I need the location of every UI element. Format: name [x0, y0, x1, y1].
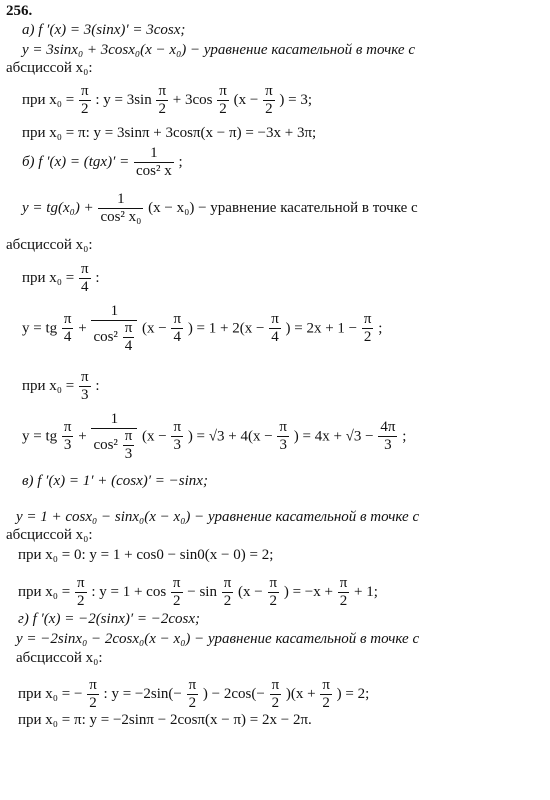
part-g-derivative: г) f ′(x) = −2(sinx)′ = −2cosx;	[18, 611, 201, 627]
fraction-pi-over-2: $\frac{\pi}{2}$	[223, 575, 232, 609]
g-case1-mid: ) − 2cos(−	[202, 686, 265, 703]
part-b-tangent-line2: абсциссой x₀:	[6, 237, 93, 253]
b-case1-semi: ;	[378, 320, 383, 337]
fraction-pi-over-2: $\frac{\pi}{2}$	[322, 677, 330, 711]
part-a-case1-mid3: (x −	[233, 92, 259, 109]
v-case2-y: : y = 1 + cos	[91, 584, 167, 601]
fraction-pi-over-2: $\frac{\pi}{2}$	[219, 83, 227, 117]
part-v-tangent-line1: y = 1 + cosx₀ − sinx₀(x − x₀) − уравнение касательной в точке с	[16, 509, 420, 525]
fraction-pi-over-2: $\frac{\pi}{2}$	[158, 83, 167, 117]
b-case2-res: ) = √3 + 4(x −	[187, 428, 273, 445]
g-case1-y: : y = −2sin(−	[103, 686, 182, 703]
fraction-pi-over-4: $\frac{\pi}{4}$	[271, 311, 279, 346]
part-b-deriv-pre: б) f ′(x) = (tgx)′ =	[22, 154, 130, 171]
part-b-colon: :	[95, 270, 100, 287]
b-case2-res2: ) = 4x + √3 −	[293, 428, 374, 445]
b-case1-res2: ) = 2x + 1 −	[285, 320, 358, 337]
part-b-semicolon: ;	[178, 154, 183, 171]
part-v-derivative: в) f ′(x) = 1′ + (cosx)′ = −sinx;	[22, 473, 208, 489]
b-case1-xminus: (x −	[142, 320, 167, 337]
part-b-colon2: :	[95, 378, 100, 395]
part-a-case1-end: ) = 3;	[279, 92, 313, 109]
part-b-case1-pre: при x₀ =	[22, 270, 75, 287]
fraction-pi-over-2: $\frac{\pi}{2}$	[188, 677, 197, 711]
fraction-pi-over-2: $\frac{\pi}{2}$	[172, 575, 181, 609]
fraction-pi-over-2: $\frac{\pi}{2}$	[77, 575, 85, 609]
part-a-case1-mid: : y = 3sin	[95, 92, 152, 109]
g-case1-mid2: )(x +	[285, 686, 316, 703]
fraction-pi-over-2: $\frac{\pi}{2}$	[339, 575, 348, 609]
fraction-pi-over-2: $\frac{\pi}{2}$	[271, 677, 280, 711]
b-case1-y: y = tg	[22, 320, 58, 337]
fraction-pi-over-3: $\frac{\pi}{3}$	[81, 369, 89, 403]
fraction-pi-over-4: $\frac{\pi}{4}$	[81, 261, 89, 295]
part-a-case1-mid2: + 3cos	[172, 92, 213, 109]
v-case2-end2: + 1;	[354, 584, 378, 601]
part-b-tangent-post: (x − x₀) − уравнение касательной в точке с	[148, 200, 418, 217]
fraction-4pi-over-3: $\frac{4\pi}{3}$	[380, 419, 396, 454]
part-g-tangent-line2: абсциссой x₀:	[16, 650, 103, 666]
part-b-case1-label	[22, 262, 100, 295]
part-v-case1: при x₀ = 0: y = 1 + cos0 − sin0(x − 0) = 2;	[18, 547, 274, 563]
fraction-pi-over-3: $\frac{\pi}{3}$	[279, 419, 287, 454]
part-g-case1	[18, 678, 369, 711]
part-b-case2-label	[22, 370, 100, 403]
part-g-case2: при x₀ = π: y = −2sinπ − 2cosπ(x − π) = 2x − 2π.	[18, 712, 312, 728]
fraction-1-over-cos2-pi4: 1 cos² $\frac{\pi}{4}$	[91, 304, 137, 354]
b-case2-plus: +	[78, 428, 87, 445]
part-b-derivative	[22, 146, 183, 179]
v-case2-pre: при x₀ =	[18, 584, 71, 601]
fraction-1-over-cos2x: $\frac{1}{\text{cos² x}}$	[135, 145, 172, 179]
fraction-pi-over-2: $\frac{\pi}{2}$	[89, 677, 97, 711]
v-case2-minus: − sin	[187, 584, 217, 601]
part-b-tangent	[22, 192, 418, 225]
fraction-pi-over-3: $\frac{\pi}{3}$	[63, 419, 72, 454]
part-b-tangent-pre: y = tg(x₀) +	[22, 200, 94, 217]
part-a-tangent-line1: y = 3sinx₀ + 3cosx₀(x − x₀) − уравнение касательной в точке с	[22, 42, 415, 58]
part-b-case2-pre: при x₀ =	[22, 378, 75, 395]
fraction-pi-over-2: $\frac{\pi}{2}$	[265, 83, 273, 117]
fraction-pi-over-2: $\frac{\pi}{2}$	[363, 311, 372, 346]
part-a-case1-pre: при x₀ =	[22, 92, 75, 109]
b-case2-xminus: (x −	[142, 428, 167, 445]
part-v-case2	[18, 576, 378, 609]
part-a-case1	[22, 84, 312, 117]
b-case1-res: ) = 1 + 2(x −	[187, 320, 265, 337]
part-v-tangent-line2: абсциссой x₀:	[6, 527, 93, 543]
fraction-pi-over-4: $\frac{\pi}{4}$	[173, 311, 182, 346]
fraction-pi-over-2: $\frac{\pi}{2}$	[81, 83, 89, 117]
part-g-tangent-line1: y = −2sinx₀ − 2cosx₀(x − x₀) − уравнение касательной в точке с	[16, 631, 420, 647]
part-b-case1-equation	[22, 304, 382, 354]
b-case1-plus: +	[78, 320, 87, 337]
b-case2-semi: ;	[402, 428, 407, 445]
part-a-case2: при x₀ = π: y = 3sinπ + 3cosπ(x − π) = −3x + 3π;	[22, 125, 317, 141]
part-a-tangent-line2: абсциссой x₀:	[6, 60, 93, 76]
fraction-pi-over-4: $\frac{\pi}{4}$	[63, 311, 72, 346]
fraction-1-over-cos2x0: $\frac{1}{\text{cos² x₀}}$	[100, 191, 142, 225]
fraction-pi-over-2: $\frac{\pi}{2}$	[269, 575, 278, 609]
v-case2-end: ) = −x +	[283, 584, 333, 601]
b-case2-y: y = tg	[22, 428, 58, 445]
g-case1-end: ) = 2;	[336, 686, 370, 703]
part-a-derivative: а) f ′(x) = 3(sinx)′ = 3cosx;	[22, 22, 186, 38]
fraction-pi-over-3: $\frac{\pi}{3}$	[173, 419, 182, 454]
fraction-1-over-cos2-pi3: 1 cos² $\frac{\pi}{3}$	[91, 412, 137, 462]
part-b-case2-equation	[22, 412, 406, 462]
v-case2-xminus: (x −	[238, 584, 263, 601]
g-case1-pre: при x₀ = −	[18, 686, 83, 703]
problem-number: 256.	[6, 3, 33, 19]
